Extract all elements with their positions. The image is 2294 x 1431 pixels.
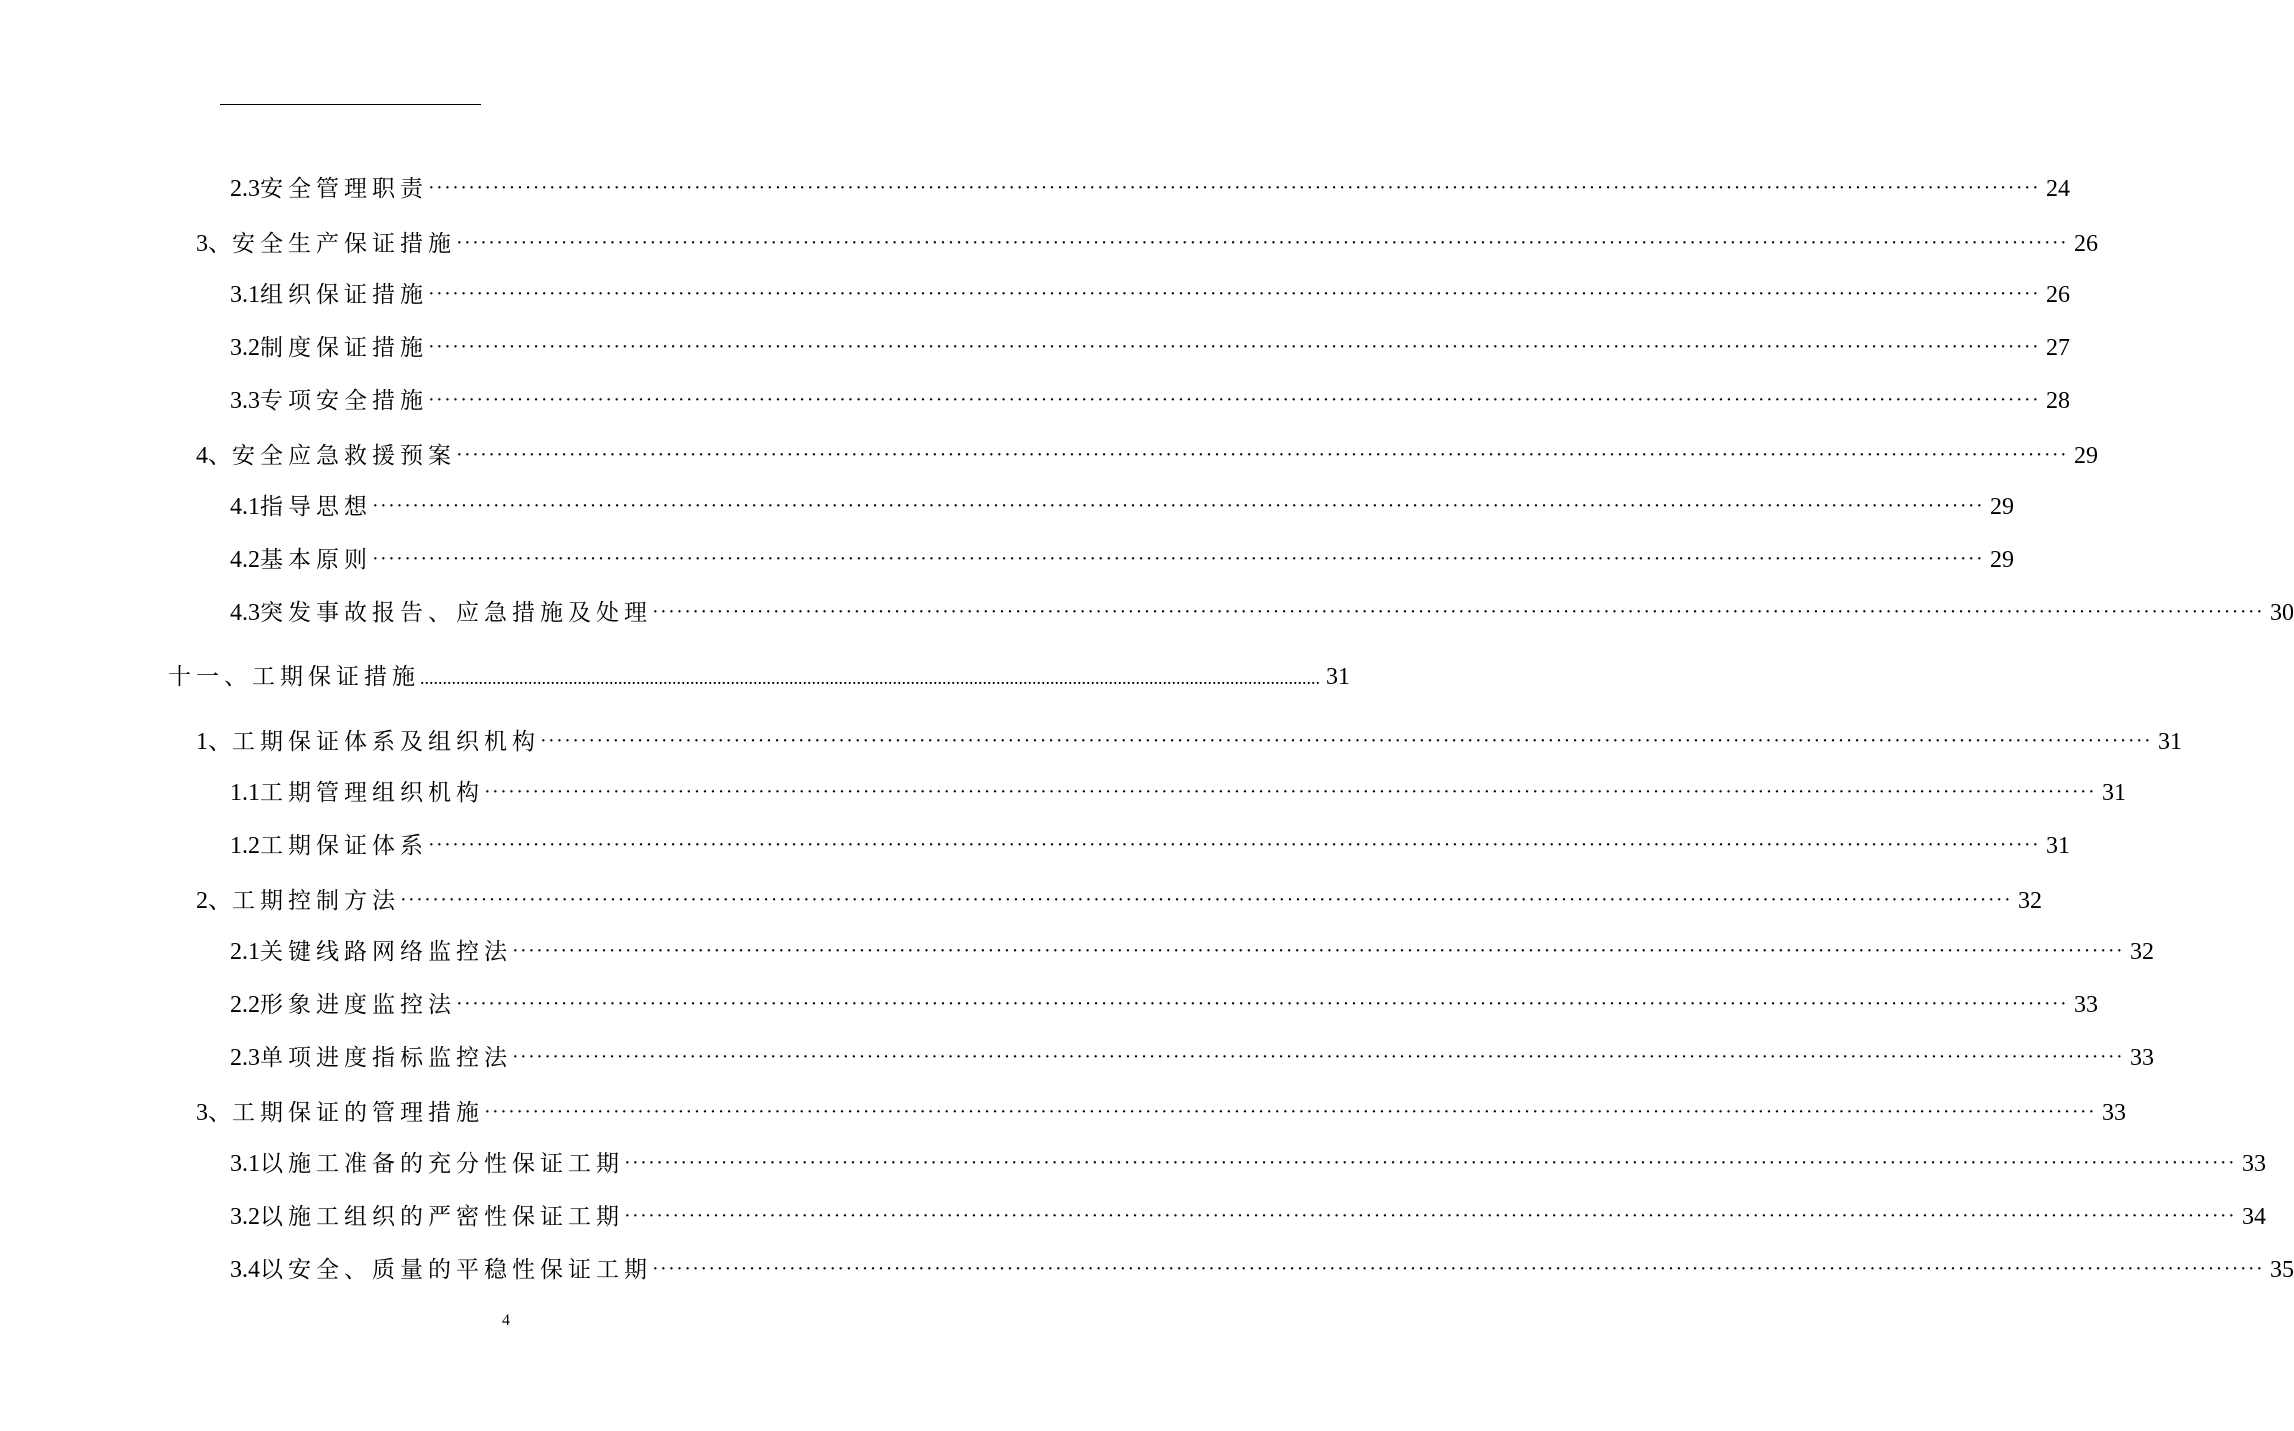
- toc-entry-page: 34: [2242, 1204, 2267, 1230]
- toc-entry-leader-dots: ········································································································································································································: [540, 730, 2153, 752]
- toc-entry[interactable]: [230, 488, 2015, 520]
- toc-entry-number: 1.1: [230, 780, 260, 806]
- toc-entry-title: 以施工准备的充分性保证工期: [260, 1151, 624, 1177]
- toc-entry-leader-dots: ········································································································································································································: [372, 495, 1985, 517]
- toc-entry-leader-dots: ········································································································································································································: [428, 336, 2041, 358]
- toc-entry-title: 工期保证体系: [260, 833, 428, 859]
- toc-entry-page: 33: [2242, 1151, 2267, 1177]
- toc-entry-number: 3.2: [230, 335, 260, 361]
- toc-entry-number: 3.2: [230, 1204, 260, 1230]
- toc-entry-number: 2.1: [230, 939, 260, 965]
- toc-entry-number: 3.1: [230, 282, 260, 308]
- toc-entry-leader-dots: ········································································································································································································: [456, 444, 2069, 466]
- toc-entry-leader-dots: ········································································································································································································: [428, 834, 2041, 856]
- toc-entry-page: 28: [2046, 388, 2071, 414]
- toc-entry-page: 26: [2074, 231, 2099, 257]
- toc-entry-page: 33: [2102, 1100, 2127, 1126]
- toc-entry-page: 26: [2046, 282, 2071, 308]
- toc-entry-page: 35: [2270, 1257, 2294, 1283]
- toc-entry-number: 4.1: [230, 494, 260, 520]
- toc-entry[interactable]: [196, 1092, 2127, 1126]
- toc-entry-page: 29: [2074, 443, 2099, 469]
- toc-entry-title: 单项进度指标监控法: [260, 1045, 512, 1071]
- toc-entry-leader-dots: ········································································································································································································: [372, 548, 1985, 570]
- toc-entry-title: 十一、工期保证措施: [168, 664, 420, 690]
- toc-entry-title: 工期保证体系及组织机构: [232, 729, 540, 755]
- toc-entry-leader-dots: ········································································································································································································: [428, 283, 2041, 305]
- toc-entry-title: 基本原则: [260, 547, 372, 573]
- toc-entry-leader-dots: ········································································································································································································: [512, 1046, 2125, 1068]
- toc-entry[interactable]: [230, 170, 2071, 202]
- toc-entry-title: 安全生产保证措施: [232, 231, 456, 257]
- toc-entry-page: 24: [2046, 176, 2071, 202]
- toc-entry-page: 32: [2130, 939, 2155, 965]
- toc-entry-page: 29: [1990, 494, 2015, 520]
- toc-entry-page: 31: [2158, 729, 2183, 755]
- toc-entry-leader-dots: ········································································································································································································: [624, 1205, 2237, 1227]
- toc-entry-title: 安全应急救援预案: [232, 443, 456, 469]
- toc-entry[interactable]: [230, 1198, 2267, 1230]
- toc-entry-number: 4.3: [230, 600, 260, 626]
- toc-entry[interactable]: [196, 880, 2043, 914]
- toc-entry[interactable]: [230, 382, 2071, 414]
- toc-entry[interactable]: [230, 774, 2127, 806]
- toc-entry-leader-dots: ········································································································································································································: [652, 601, 2265, 623]
- toc-entry-title: 以施工组织的严密性保证工期: [260, 1204, 624, 1230]
- toc-entry[interactable]: [230, 1145, 2267, 1177]
- toc-entry-title: 组织保证措施: [260, 282, 428, 308]
- toc-entry[interactable]: [230, 541, 2015, 573]
- toc-entry-leader-dots: ........................................................................................................................................................................................................: [420, 668, 1320, 688]
- toc-entry-number: 3.1: [230, 1151, 260, 1177]
- toc-entry-title: 专项安全措施: [260, 388, 428, 414]
- toc-entry[interactable]: [196, 721, 2183, 755]
- toc-entry-leader-dots: ········································································································································································································: [484, 781, 2097, 803]
- toc-entry-title: 工期控制方法: [232, 888, 400, 914]
- toc-entry-page: 29: [1990, 547, 2015, 573]
- toc-entry-leader-dots: ········································································································································································································: [652, 1258, 2265, 1280]
- toc-entry-page: 33: [2130, 1045, 2155, 1071]
- toc-entry[interactable]: [230, 1251, 2294, 1283]
- page-number: 4: [502, 1312, 510, 1329]
- toc-entry-number: 1.2: [230, 833, 260, 859]
- toc-entry-number: 1、: [196, 729, 232, 755]
- toc-entry-page: 27: [2046, 335, 2071, 361]
- toc-entry-title: 制度保证措施: [260, 335, 428, 361]
- toc-entry[interactable]: [230, 1039, 2155, 1071]
- toc-entry-number: 4、: [196, 443, 232, 469]
- toc-entry-number: 3、: [196, 1100, 232, 1126]
- toc-entry-title: 以安全、质量的平稳性保证工期: [260, 1257, 652, 1283]
- toc-entry-leader-dots: ········································································································································································································: [456, 993, 2069, 1015]
- toc-entry[interactable]: [230, 986, 2099, 1018]
- toc-entry-number: 2.2: [230, 992, 260, 1018]
- toc-entry-page: 33: [2074, 992, 2099, 1018]
- toc-entry[interactable]: [230, 329, 2071, 361]
- toc-entry[interactable]: [168, 658, 1350, 690]
- toc-entry-number: 2.3: [230, 176, 260, 202]
- top-rule: [220, 104, 481, 105]
- toc-entry-leader-dots: ········································································································································································································: [624, 1152, 2237, 1174]
- toc-entry-number: 3.3: [230, 388, 260, 414]
- toc-entry-title: 指导思想: [260, 494, 372, 520]
- toc-entry-number: 2、: [196, 888, 232, 914]
- toc-entry-number: 3、: [196, 231, 232, 257]
- toc-entry-leader-dots: ········································································································································································································: [484, 1101, 2097, 1123]
- toc-entry[interactable]: [230, 276, 2071, 308]
- toc-entry[interactable]: [230, 827, 2071, 859]
- toc-entry-number: 2.3: [230, 1045, 260, 1071]
- toc-entry-number: 3.4: [230, 1257, 260, 1283]
- toc-entry[interactable]: [230, 594, 2294, 626]
- toc-entry-leader-dots: ········································································································································································································: [400, 889, 2013, 911]
- toc-entry[interactable]: [196, 435, 2099, 469]
- toc-entry-page: 31: [2102, 780, 2127, 806]
- toc-entry-title: 突发事故报告、应急措施及处理: [260, 600, 652, 626]
- toc-entry-title: 形象进度监控法: [260, 992, 456, 1018]
- toc-entry-title: 关键线路网络监控法: [260, 939, 512, 965]
- toc-entry-page: 31: [2046, 833, 2071, 859]
- toc-entry-page: 31: [1326, 664, 1350, 690]
- toc-entry[interactable]: [230, 933, 2155, 965]
- toc-entry-title: 工期保证的管理措施: [232, 1100, 484, 1126]
- toc-entry-page: 32: [2018, 888, 2043, 914]
- toc-entry-leader-dots: ········································································································································································································: [512, 940, 2125, 962]
- toc-entry-title: 安全管理职责: [260, 176, 428, 202]
- toc-entry-leader-dots: ········································································································································································································: [456, 232, 2069, 254]
- toc-entry-title: 工期管理组织机构: [260, 780, 484, 806]
- toc-entry-page: 30: [2270, 600, 2294, 626]
- toc-entry-leader-dots: ········································································································································································································: [428, 177, 2041, 199]
- toc-entry[interactable]: [196, 223, 2099, 257]
- toc-entry-number: 4.2: [230, 547, 260, 573]
- toc-entry-leader-dots: ········································································································································································································: [428, 389, 2041, 411]
